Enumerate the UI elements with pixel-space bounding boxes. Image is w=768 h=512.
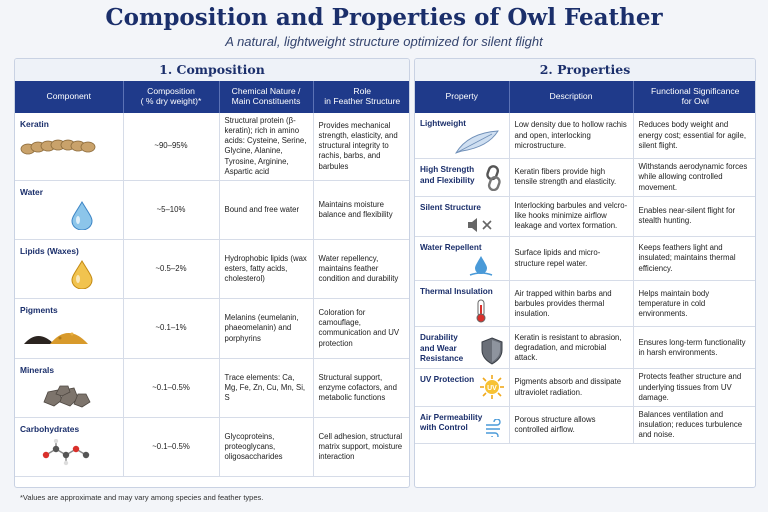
composition-value: ~0.1–1% [123,299,219,358]
chain-link-icon [484,165,504,191]
footnote: *Values are approximate and may vary among species and feather types. [20,493,264,502]
chemical-nature: Structural protein (β-keratin); rich in amino acids: Cysteine, Serine, Glycine, Alanine, Tyrosine, Arginine, Aspartic acid [219,113,313,180]
property-name: UV Protection [420,375,475,385]
page-title: Composition and Properties of Owl Feather [105,4,663,31]
thermometer-icon [466,299,496,323]
chemical-nature: Hydrophobic lipids (wax esters, fatty acids, cholesterol) [219,240,313,299]
property-description: Pigments absorb and dissipate ultraviolet radiation. [509,369,633,406]
composition-table [15,81,410,477]
role: Coloration for camouflage, communication and UV protection [313,299,410,358]
functional-significance: Balances ventilation and insulation; reduces turbulence and noise. [633,406,756,443]
functional-significance: Reduces body weight and energy cost; essential for agile, silent flight. [633,113,756,159]
chemical-nature: Melanins (eumelanin, phaeomelanin) and porphyrins [219,299,313,358]
component-name: Minerals [20,364,54,375]
table-row [415,327,756,369]
properties-heading: 2. Properties [415,59,755,81]
role: Water repellency, maintains feather condition and durability [313,240,410,299]
water-drop-icon [20,200,100,230]
uv-sun-icon [480,375,504,399]
column-header-significance: Functional Significance for Owl [633,81,756,113]
functional-significance: Keeps feathers light and insulated; maintains thermal efficiency. [633,236,756,280]
properties-panel [414,58,756,488]
oil-drop-icon [20,259,100,289]
component-name: Keratin [20,119,49,129]
property-name: Silent Structure [420,202,481,212]
property-name: Thermal Insulation [420,287,493,297]
chemical-nature: Bound and free water [219,180,313,239]
table-row [415,159,756,196]
role: Maintains moisture balance and flexibility [313,180,410,239]
role: Provides mechanical strength, elasticity, and structural integrity to rachis, barbs, and barbules [313,113,410,180]
table-row [415,236,756,280]
component-name: Lipids (Waxes) [20,246,79,257]
table-row [415,369,756,406]
composition-value: ~5–10% [123,180,219,239]
composition-value: ~0.1–0.5% [123,358,219,417]
property-description: Low density due to hollow rachis and open, interlocking microstructure. [509,113,633,159]
functional-significance: Ensures long-term functionality in harsh environments. [633,327,756,369]
molecule-icon [20,439,100,467]
functional-significance: Enables near-silent flight for stealth hunting. [633,196,756,236]
composition-heading: 1. Composition [15,59,409,81]
pigment-powder-icon [20,320,110,348]
column-header-chemical-nature: Chemical Nature / Main Constituents [219,81,313,113]
property-description: Keratin is resistant to abrasion, degradation, and microbial attack. [509,327,633,369]
composition-value: ~0.1–0.5% [123,417,219,476]
property-description: Air trapped within barbs and barbules provides thermal insulation. [509,281,633,327]
composition-value: ~90–95% [123,113,219,180]
functional-significance: Withstands aerodynamic forces while allowing controlled movement. [633,159,756,196]
composition-panel [14,58,410,488]
table-row [415,196,756,236]
functional-significance: Helps maintain body temperature in cold environments. [633,281,756,327]
rope-icon [20,134,100,160]
table-row [15,180,410,239]
feather-icon [452,129,502,155]
table-row [15,417,410,476]
property-description: Keratin fibers provide high tensile strength and elasticity. [509,159,633,196]
property-description: Surface lipids and micro-structure repel water. [509,236,633,280]
water-drop-icon [466,255,496,277]
column-header-description: Description [509,81,633,113]
table-row [415,113,756,159]
table-row [415,281,756,327]
composition-value: ~0.5–2% [123,240,219,299]
column-header-component: Component [15,81,123,113]
property-name: Lightweight [420,119,466,128]
component-name: Carbohydrates [20,423,80,434]
mineral-stones-icon [20,380,100,408]
table-row [15,299,410,358]
property-name: High Strength and Flexibility [420,165,475,185]
column-header-composition: Composition ( % dry weight)* [123,81,219,113]
chemical-nature: Glycoproteins, proteoglycans, oligosaccharides [219,417,313,476]
table-row [415,406,756,443]
role: Cell adhesion, structural matrix support, moisture interaction [313,417,410,476]
uv-label: UV [486,385,497,393]
column-header-role: Role in Feather Structure [313,81,410,113]
table-row [15,113,410,180]
column-header-property: Property [415,81,509,113]
property-description: Interlocking barbules and velcro-like hooks minimize airflow leakage and vortex formation. [509,196,633,236]
role: Structural support, enzyme cofactors, and metabolic functions [313,358,410,417]
wind-icon [485,419,503,437]
shield-icon [480,337,504,365]
component-name: Water [20,186,43,197]
component-name: Pigments [20,305,58,316]
table-row [15,358,410,417]
property-name: Water Repellent [420,242,482,252]
property-name: Air Permeability with Control [420,412,483,432]
mute-speaker-icon [466,217,496,233]
chemical-nature: Trace elements: Ca, Mg, Fe, Zn, Cu, Mn, Si, S [219,358,313,417]
property-description: Porous structure allows controlled airflow. [509,406,633,443]
table-row [15,240,410,299]
properties-table [415,81,756,444]
functional-significance: Protects feather structure and underlying tissues from UV damage. [633,369,756,406]
property-name: Durability and Wear Resistance [420,333,464,363]
page-subtitle: A natural, lightweight structure optimized for silent flight [225,34,543,49]
